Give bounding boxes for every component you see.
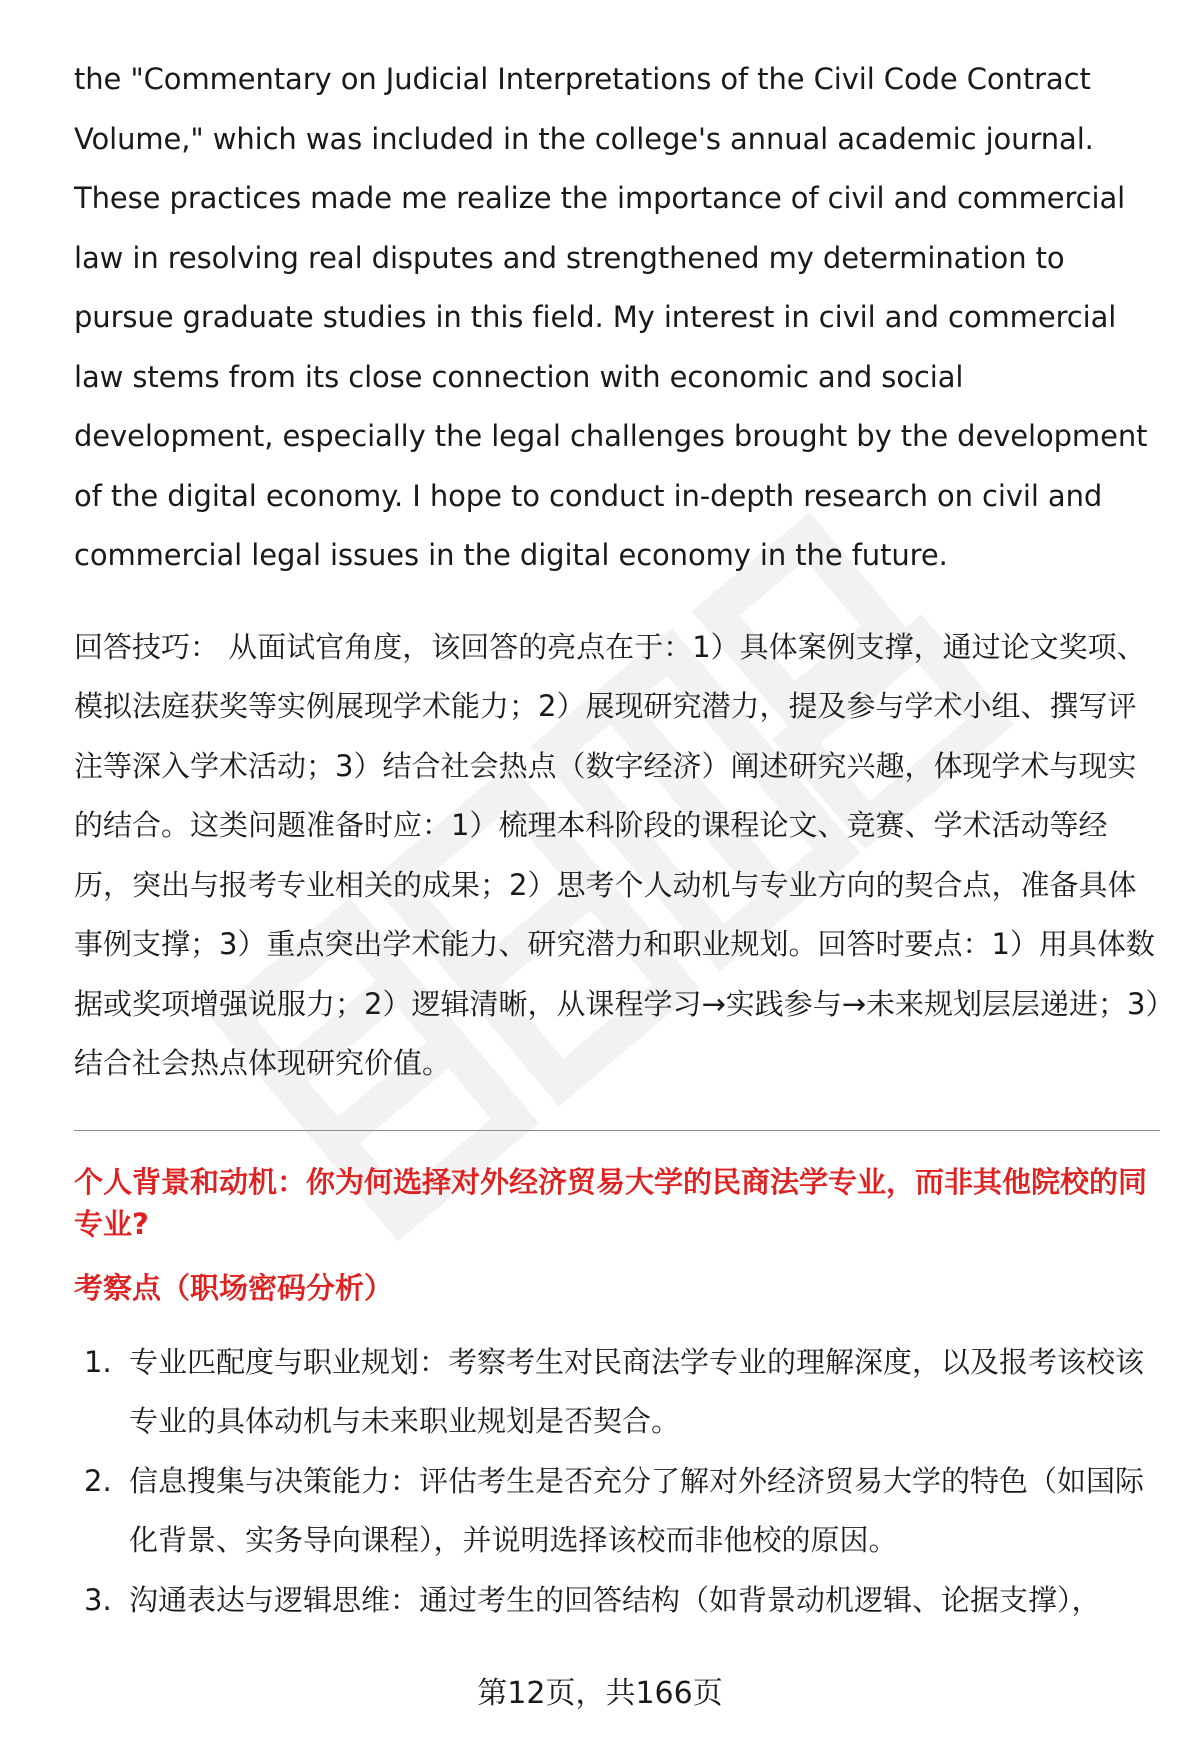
list-item [74, 1333, 1160, 1452]
list-item-number: 1. [84, 1344, 112, 1379]
answer-tips-paragraph: 回答技巧： 从面试官角度，该回答的亮点在于：1）具体案例支撑，通过论文奖项、模拟法庭获奖等实例展现学术能力；2）展现研究潜力，提及参与学术小组、撰写评注等深入学术活动；3）结合社会热点（数字经济）阐述研究兴趣，体现学术与现实的结合。这类问题准备时应：1）梳理本科阶段的课程论文、竞赛、学术活动等经历，突出与报考专业相关的成果；2）思考个人动机与专业方向的契合点，准备具体事例支撑；3）重点突出学术能力、研究潜力和职业规划。回答时要点：1）用具体数据或奖项增强说服力；2）逻辑清晰，从课程学习→实践参与→未来规划层层递进；3）结合社会热点体现研究价值。 [74, 629, 1161, 1080]
list-item-number: 2. [84, 1463, 112, 1498]
list-item-number: 3. [84, 1582, 112, 1617]
list-item-text: 信息搜集与决策能力：评估考生是否充分了解对外经济贸易大学的特色（如国际化背景、实务导向课程），并说明选择该校而非他校的原因。 [129, 1463, 1145, 1557]
assessment-points-list [74, 1333, 1160, 1631]
document-page [74, 50, 1160, 1630]
section-divider [74, 1130, 1160, 1131]
question-heading: 个人背景和动机：你为何选择对外经济贸易大学的民商法学专业，而非其他院校的同专业? [74, 1164, 1148, 1241]
list-item [74, 1452, 1160, 1571]
page-number-footer: 第12页，共166页 [477, 1676, 723, 1711]
assessment-points-heading: 考察点（职场密码分析） [74, 1270, 394, 1305]
list-item-text: 专业匹配度与职业规划：考察考生对民商法学专业的理解深度，以及报考该校该专业的具体动机与未来职业规划是否契合。 [129, 1344, 1145, 1438]
list-item [74, 1571, 1160, 1631]
english-answer-paragraph: the "Commentary on Judicial Interpretations of the Civil Code Contract Volume," which was included in the college's annual academic journal. These practices made me realize the importance of civil and commercial law in resolving real disputes and strengthened my determination to pursue graduate studies in this field. My interest in civil and commercial law stems from its close connection with economic and social development, especially the legal challenges brought by the development of the digital economy. I hope to conduct in-depth research on civil and commercial legal issues in the digital economy in the future. [74, 62, 1148, 572]
list-item-text: 沟通表达与逻辑思维：通过考生的回答结构（如背景动机逻辑、论据支撑）， [129, 1582, 1101, 1617]
